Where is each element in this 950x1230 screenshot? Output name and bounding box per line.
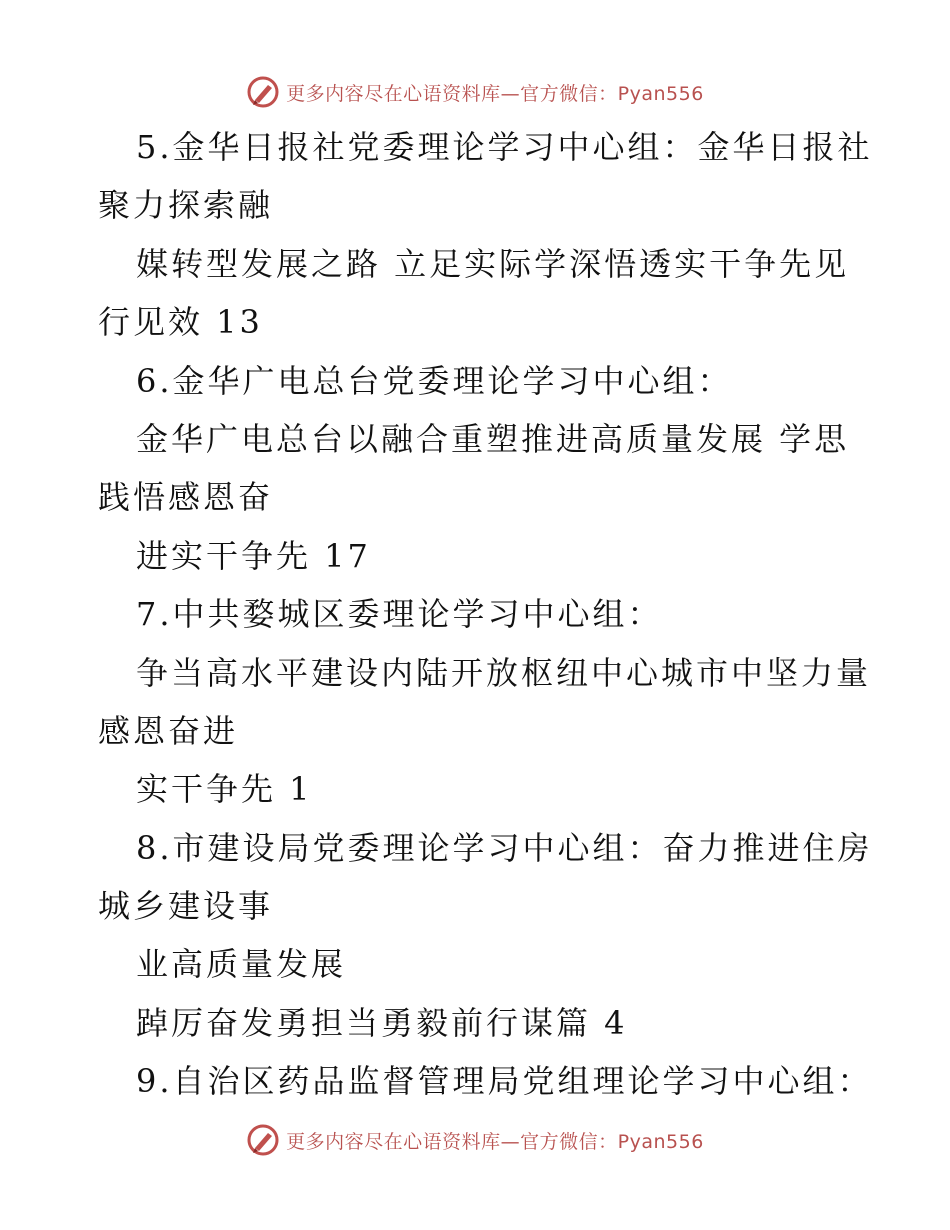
- text-line: 金华广电总台以融合重塑推进高质量发展 学思: [136, 419, 850, 458]
- text-line: 7.中共婺城区委理论学习中心组：: [136, 595, 663, 634]
- text-line: 行见效 13: [98, 303, 263, 342]
- text-line: 业高质量发展: [136, 945, 347, 984]
- watermark-text: 更多内容尽在心语资料库—官方微信：Pyan556: [286, 82, 704, 105]
- footer-watermark: [0, 1120, 950, 1160]
- text-line: 践悟感恩奋: [98, 478, 274, 517]
- text-line: 实干争先 1: [136, 770, 313, 809]
- text-line: 聚力探索融: [98, 186, 274, 225]
- text-line: 9.自治区药品监督管理局党组理论学习中心组：: [136, 1062, 873, 1101]
- pen-logo-icon: [246, 75, 280, 109]
- text-line: 感恩奋进: [98, 711, 239, 750]
- text-line: 踔厉奋发勇担当勇毅前行谋篇 4: [136, 1003, 628, 1042]
- text-line: 进实干争先 17: [136, 536, 371, 575]
- text-line: 6.金华广电总台党委理论学习中心组：: [136, 361, 733, 400]
- text-line: 媒转型发展之路 立足实际学深悟透实干争先见: [136, 244, 850, 283]
- document-body: [98, 118, 873, 1111]
- text-line: 8.市建设局党委理论学习中心组：奋力推进住房: [136, 828, 873, 867]
- text-line: 争当高水平建设内陆开放枢纽中心城市中坚力量: [136, 653, 872, 692]
- pen-logo-icon: [246, 1123, 280, 1157]
- text-line: 城乡建设事: [98, 887, 274, 926]
- watermark-text: 更多内容尽在心语资料库—官方微信：Pyan556: [286, 1130, 704, 1153]
- text-line: 5.金华日报社党委理论学习中心组：金华日报社: [136, 128, 873, 166]
- header-watermark: [0, 72, 950, 112]
